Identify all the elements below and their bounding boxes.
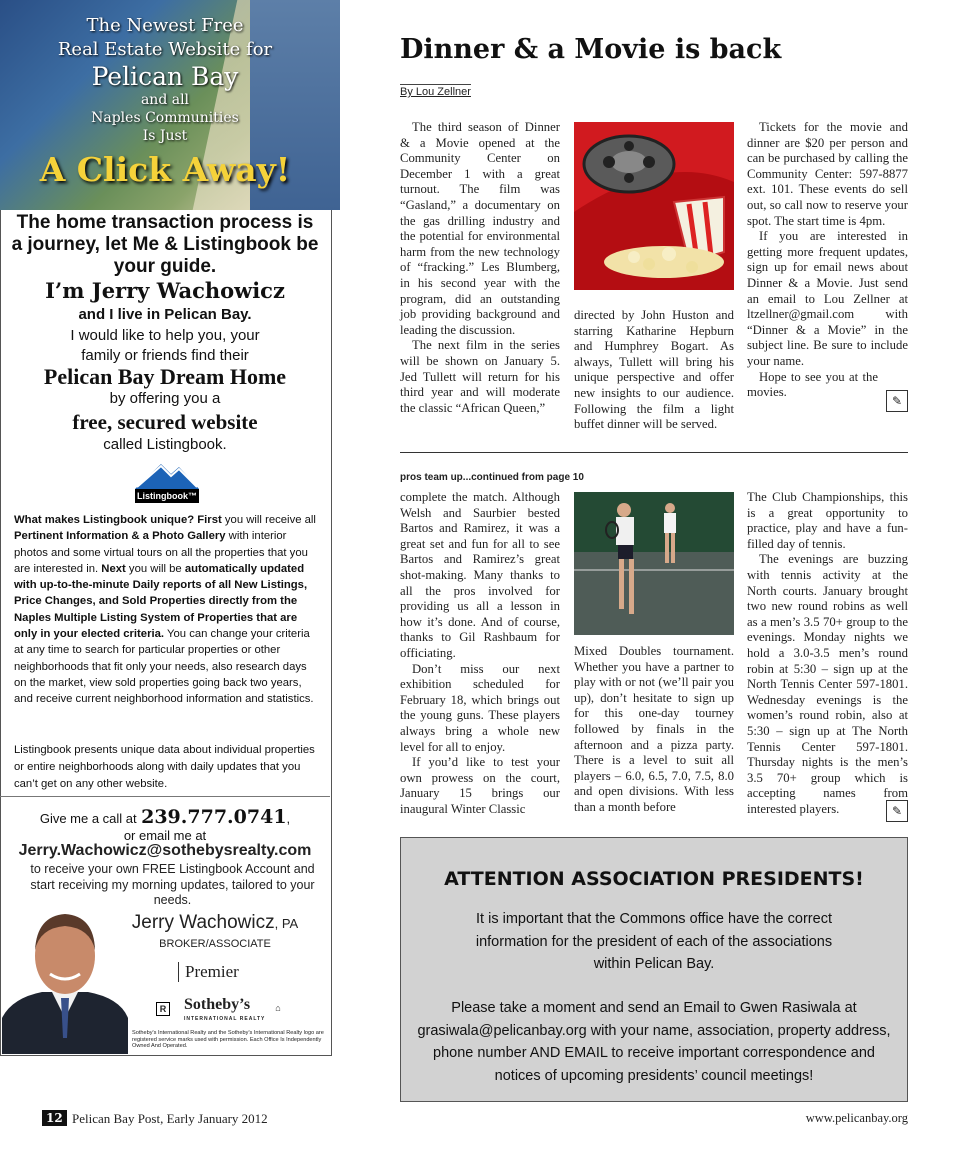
agent-title: BROKER/ASSOCIATE <box>159 938 271 950</box>
pelican-end-mark-icon: ✎ <box>886 390 908 412</box>
article1-column-2: directed by John Huston and starring Katharine Hepburn and Humphrey Bogart. As always, Tullett will bring his unique perspective and offer new insights to our audience. Following the film a light buffet dinner will be served. <box>574 308 734 432</box>
article1-column-1: The third season of Dinner & a Movie opened at the Community Center on December 1 with a great turnout. The film was “Gasland,” a documentary on the gas drilling industry and the potential for environmental harm from the new technology of “fracking.” Les Blumberg, in his second year with the program, did an outstanding job providing background and leading the discussion. The next film in the series will be shown on January 5. Jed Tullett will return for his third year and will moderate the classic “African Queen,” <box>400 120 560 415</box>
attention-title: ATTENTION ASSOCIATION PRESIDENTS! <box>444 868 864 890</box>
ad-called-text: called Listingbook. <box>103 436 227 453</box>
section-divider <box>400 452 908 453</box>
pelican-end-mark-icon: ✎ <box>886 800 908 822</box>
sothebys-logo: Sotheby’s <box>184 996 251 1013</box>
equal-housing-icon: ⌂ <box>275 1003 281 1013</box>
ad-body-text: What makes Listingbook unique? First you will receive all Pertinent Information & a Photo Gallery with interior photos and some virtual tours on all the properties that you are interested in. Next you will be automatically updated with up-to-the-minute Daily reports of all New Listings, Price Changes, and Sold Properties directly from the Naples Multiple Listing System of Properties that are only in your elected criteria. You can change your criteria at any time to search for particular properties or other neighborhoods that fit only your needs, also research days on the market, view sold properties going back two years, and receive current neighborhood information and statistics. <box>14 514 316 706</box>
intl-realty-label: INTERNATIONAL REALTY <box>184 1016 266 1022</box>
article2-column-3: The Club Championships, this is a great opportunity to practice, play and have a fun-filled day of tennis. The evenings are buzzing with tennis activity at the North courts. January brought two new round robins as well as a men’s 3.5 70+ group to the evenings. Monday nights we hold a 3.0-3.5 men’s round robin at 5:30 – sign up at the North Tennis Center 597-1801. Wednesday evenings is the women’s round robin, also at 5:30 – sign up at The North Tennis Center 597-1801. Thursday nights is the men’s 3.5 70+ group which is accepting names from interested players. <box>747 490 908 816</box>
ad-offer-text: by offering you a <box>109 390 221 407</box>
ad-click-away: A Click Away! <box>39 150 291 189</box>
article1-column-3: Tickets for the movie and dinner are $20 per person and can be purchased by calling the Community Center: 597-8877 ext. 101. These events do sell out, so call now to reserve your spot. The start time is 4pm. If you are interested in getting more frequent updates, sign up for email news about Dinner & a Movie. Just send an email to Lou Zellner at ltzellner@gmail.com with “Dinner & a Movie” in the subject line. Be sure to include your name. Hope to see you at the movies. <box>747 120 908 400</box>
ad-naples: Naples Communities <box>91 110 239 126</box>
article-title: Dinner & a Movie is back <box>400 34 782 65</box>
film-reel-popcorn-image <box>574 122 734 290</box>
attention-paragraph-2: Please take a moment and send an Email to Gwen Rasiwala at grasiwala@pelicanbay.org with your name, association, property address, phone number AND EMAIL to receive important correspondence and notices of upcoming presidents’ council meetings! <box>417 1000 891 1084</box>
byline: By Lou Zellner <box>400 86 471 98</box>
page-number: 12 <box>42 1110 67 1126</box>
website-url: www.pelicanbay.org <box>805 1111 908 1125</box>
premier-label: Premier <box>178 962 239 982</box>
ad-unique-data-text: Listingbook presents unique data about individual properties or entire neighborhoods along with daily updates that you can’t get on any other website. <box>14 744 315 790</box>
listingbook-logo-text: Listingbook™ <box>137 491 197 501</box>
ad-journey-text: The home transaction process is a journey, let Me & Listingbook be your guide. <box>11 212 319 277</box>
ad-phone: 239.777.0741 <box>141 806 287 828</box>
ad-receive-text: to receive your own FREE Listingbook Account and start receiving my morning updates, tailored to your needs. <box>30 862 315 907</box>
realtor-logo-icon: R <box>156 1002 170 1016</box>
article2-column-2: Mixed Doubles tournament. Whether you have a partner to play with or not (we’ll pair you up), don’t hesitate to sign up for this one-day tourney followed by finals in the afternoon and a pizza party. There is a level to suit all players – 6.0, 6.5, 7.0, 7.5, 8.0 and open divisions. With less than a month before <box>574 644 734 814</box>
tennis-players-photo <box>574 492 734 635</box>
ad-pelican-bay: Pelican Bay <box>91 62 239 91</box>
attention-notice-box <box>400 837 908 1102</box>
ad-help-text: I would like to help you, your family or friends find their <box>70 327 260 364</box>
ad-headline: The Newest Free Real Estate Website for <box>57 15 273 60</box>
continued-from-label: pros team up...continued from page 10 <box>400 472 584 483</box>
article2-column-1: complete the match. Although Welsh and Saurbier bested Bartos and Ramirez, it was a great set and fun for all to see Bartos and Ramirez’s great shot-making. Many thanks to all the pros involved for providing us all a lesson in how it’s done. And of course, thanks to Gil Rashbaum for officiating. Don’t miss our next exhibition scheduled for February 18, which brings out the young guns. These players always bring a whole new level for all to enjoy. If you’d like to test your own prowess on the court, January 15 brings our inaugural Winter Classic <box>400 490 560 816</box>
agent-name: Jerry Wachowicz, PA <box>131 912 299 933</box>
ad-dream-home: Pelican Bay Dream Home <box>43 364 287 389</box>
ad-fine-print: Sotheby's International Realty and the Sotheby's International Realty logo are registered service marks used with permission. Each Office Is Independently Owned And Operated. <box>132 1030 324 1049</box>
ad-free-website: free, secured website <box>72 410 258 434</box>
listingbook-advertisement <box>0 0 332 1056</box>
publication-name: Pelican Bay Post, Early January 2012 <box>72 1111 268 1126</box>
ad-call-line: Give me a call at 239.777.0741, or email me at <box>39 806 291 843</box>
ad-is-just: Is Just <box>142 128 188 144</box>
ad-email: Jerry.Wachowicz@sothebysrealty.com <box>18 842 312 859</box>
ad-im-jerry: I’m Jerry Wachowicz <box>45 278 285 303</box>
ad-live-text: and I live in Pelican Bay. <box>78 306 252 323</box>
ad-and-all: and all <box>140 92 190 108</box>
attention-paragraph-1: It is important that the Commons office have the correct information for the president of each of the associations within Pelican Bay. <box>475 911 833 972</box>
